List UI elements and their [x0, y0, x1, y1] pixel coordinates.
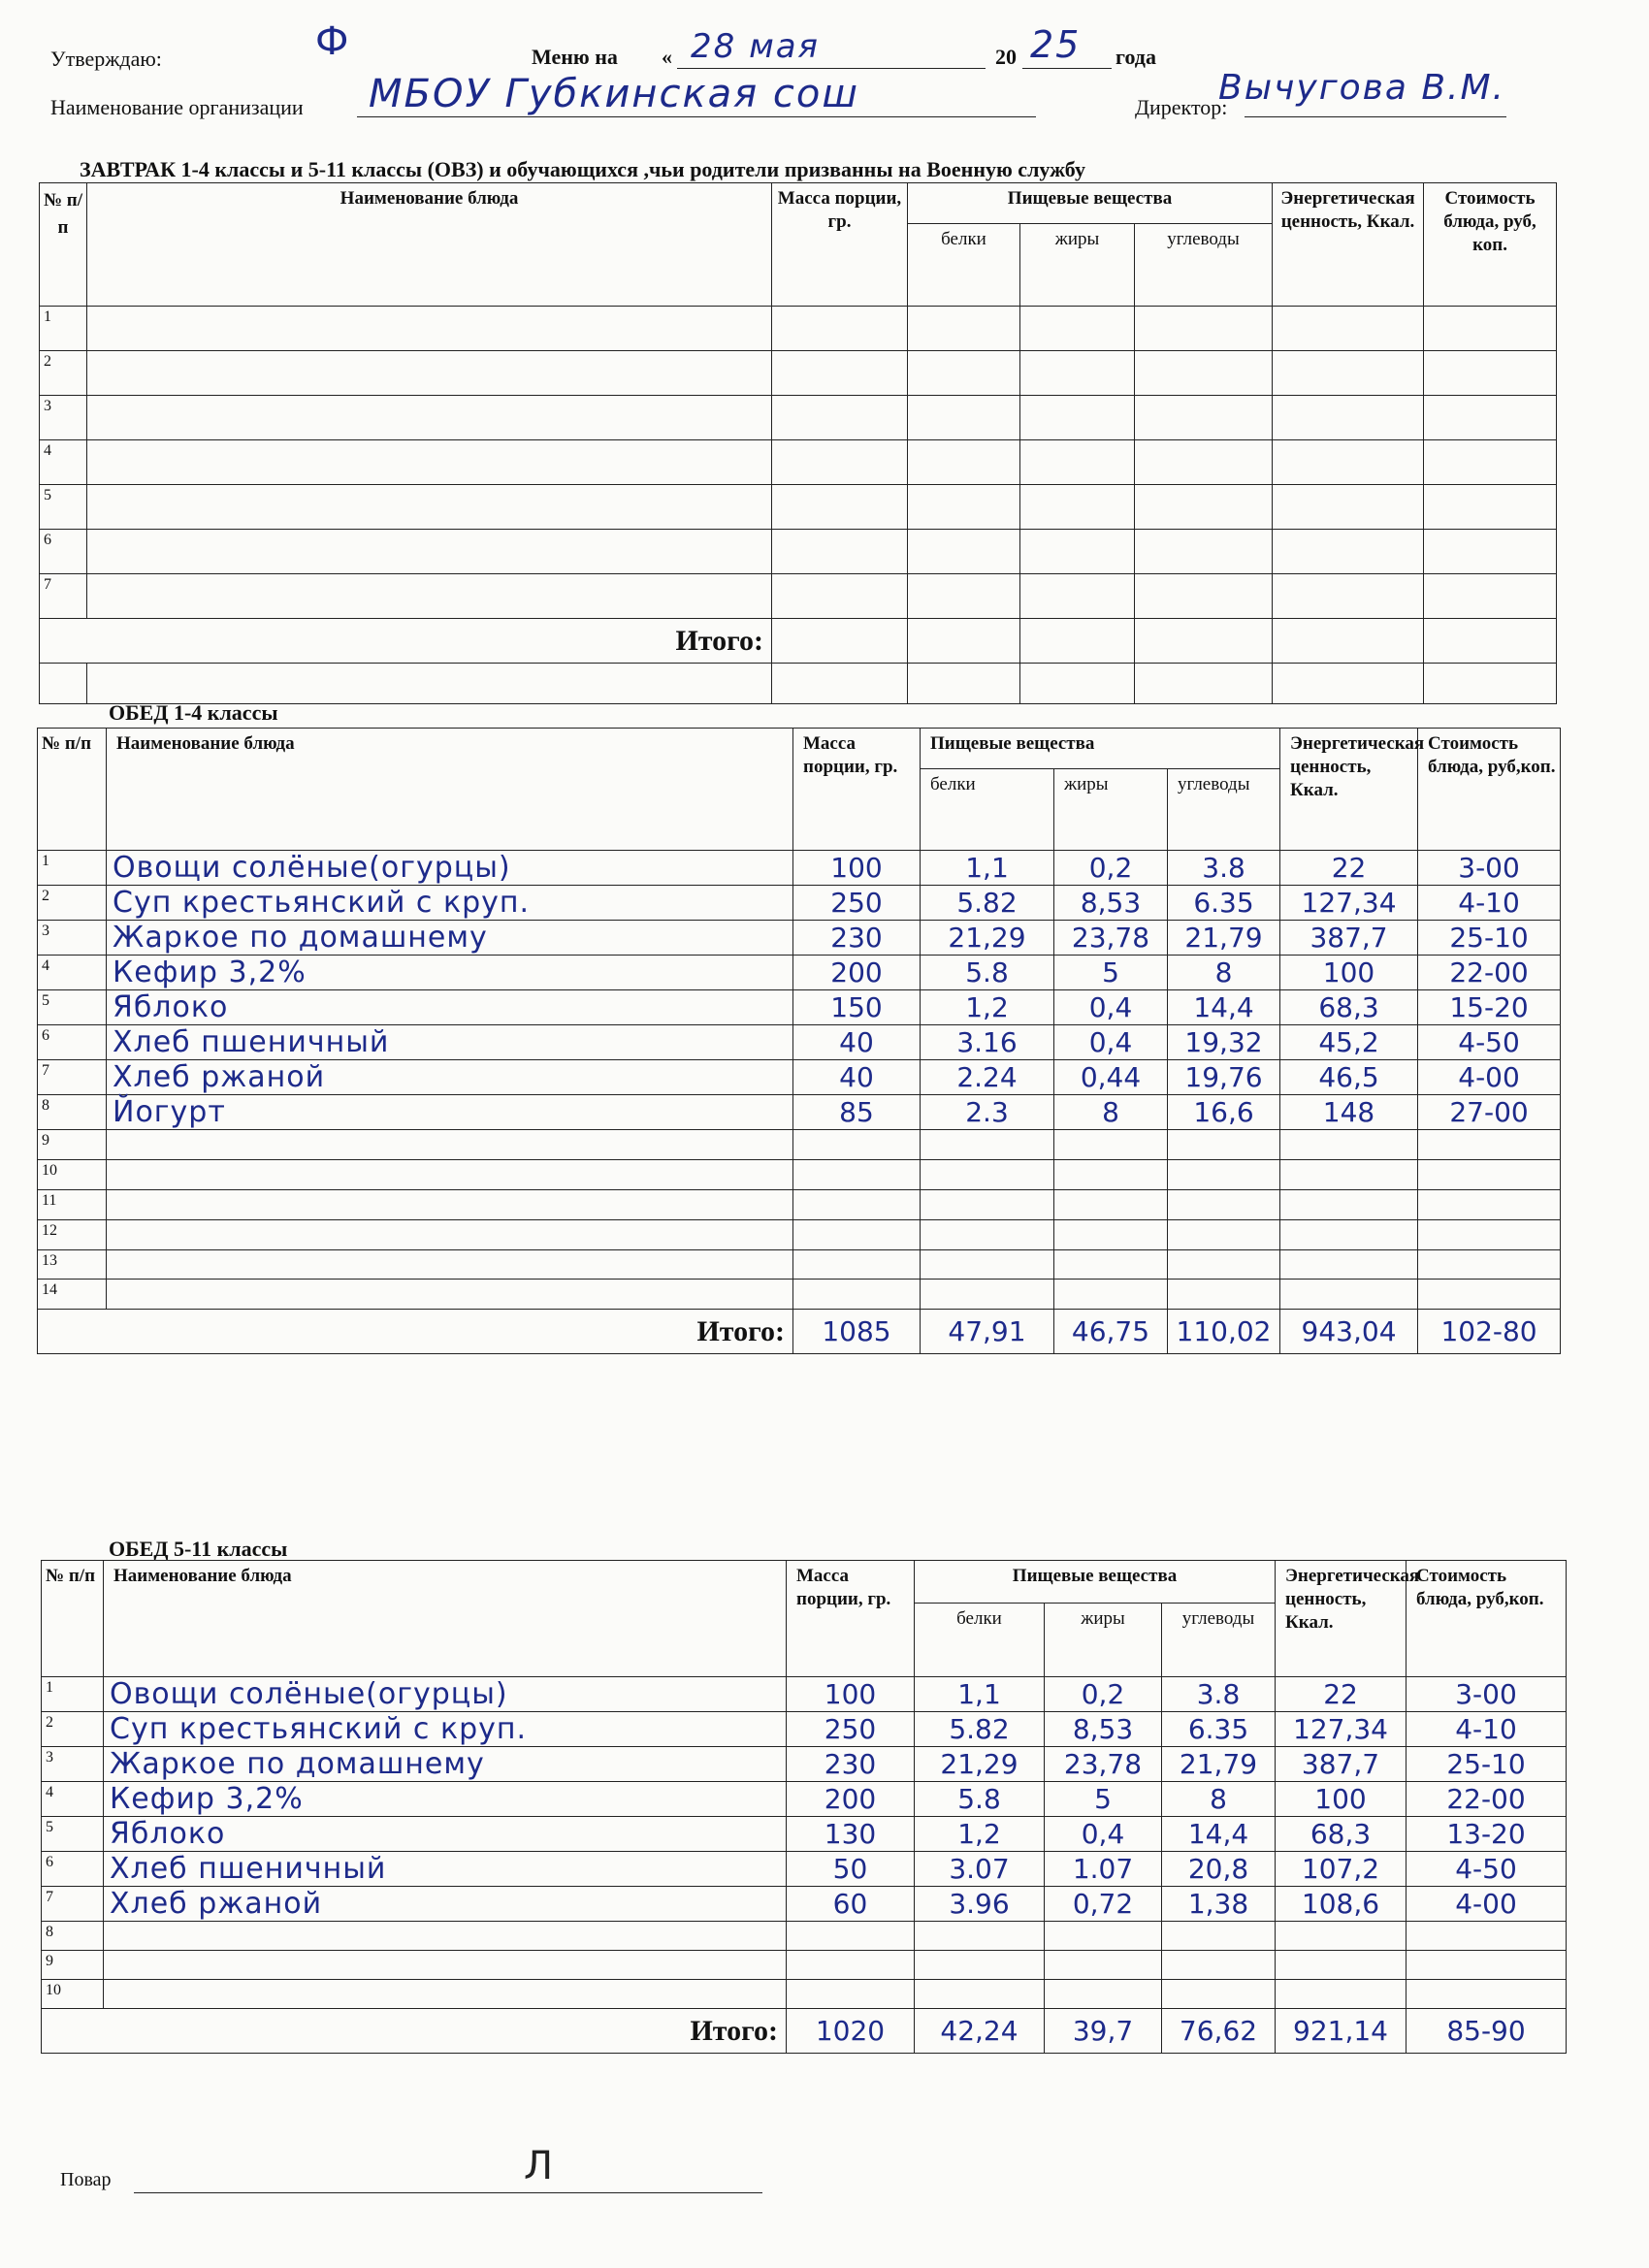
cook-label: Повар: [60, 2169, 112, 2190]
year-prefix: 20: [995, 45, 1017, 69]
dish-name: [104, 1951, 787, 1980]
breakfast-total-label: Итого:: [40, 619, 772, 664]
dish-energy: 127,34: [1276, 1712, 1406, 1747]
breakfast-title: ЗАВТРАК 1-4 классы и 5-11 классы (ОВЗ) и обучающихся ,чьи родители призванны на Военную службу: [80, 157, 1085, 181]
dish-fat: 0,2: [1045, 1677, 1162, 1712]
approve-signature: Ф: [315, 19, 349, 64]
table-row: [38, 1249, 1561, 1280]
col-energy-header: Энергетическая ценность, Ккал.: [1280, 729, 1418, 851]
dish-protein: 3.96: [915, 1887, 1045, 1922]
dish-carbs: 8: [1162, 1782, 1276, 1817]
col-cost-header: Стоимость блюда, руб,коп.: [1406, 1561, 1567, 1677]
table-row: [40, 485, 1557, 530]
col-protein-header: белки: [908, 223, 1020, 306]
row-number: 6: [42, 1852, 104, 1887]
dish-name: Яблоко: [107, 990, 793, 1025]
row-number: 11: [38, 1189, 107, 1219]
dish-cost: 4-00: [1418, 1060, 1561, 1095]
dish-fat: 5: [1045, 1782, 1162, 1817]
table-row: [40, 396, 1557, 440]
dish-cost: 13-20: [1406, 1817, 1567, 1852]
dish-energy: 148: [1280, 1095, 1418, 1130]
dish-mass: [787, 1922, 915, 1951]
dish-protein: [921, 1219, 1054, 1249]
dish-fat: [1054, 1130, 1168, 1160]
col-carbs-header: углеводы: [1168, 769, 1280, 851]
row-number: 4: [40, 440, 87, 485]
dish-mass: 250: [787, 1712, 915, 1747]
dish-name: Овощи солёные(огурцы): [107, 851, 793, 886]
table-row: [40, 530, 1557, 574]
dish-cost: [1418, 1249, 1561, 1280]
col-mass-header: Масса порции, гр.: [772, 183, 908, 307]
table-row: [42, 1951, 1567, 1980]
row-number: 5: [40, 485, 87, 530]
lunch-1-4-title: ОБЕД 1-4 классы: [109, 700, 278, 725]
col-carbs-header: углеводы: [1135, 223, 1273, 306]
dish-fat: [1054, 1280, 1168, 1310]
dish-name: [107, 1189, 793, 1219]
dish-carbs: 14,4: [1162, 1817, 1276, 1852]
dish-energy: [1280, 1130, 1418, 1160]
row-number: 9: [42, 1951, 104, 1980]
dish-mass: 230: [793, 921, 921, 956]
dish-mass: 200: [793, 956, 921, 990]
dish-carbs: 6.35: [1168, 886, 1280, 921]
col-fat-header: жиры: [1045, 1604, 1162, 1677]
dish-mass: 100: [787, 1677, 915, 1712]
row-number: 7: [38, 1060, 107, 1095]
dish-fat: [1045, 1922, 1162, 1951]
dish-fat: 0,2: [1054, 851, 1168, 886]
dish-carbs: 19,76: [1168, 1060, 1280, 1095]
table-row: [42, 1782, 1567, 1817]
org-underline: [357, 116, 1036, 117]
table-row: [42, 1852, 1567, 1887]
dish-fat: 8,53: [1054, 886, 1168, 921]
col-name-header: Наименование блюда: [107, 729, 793, 851]
row-number: 1: [38, 851, 107, 886]
dish-name: Хлеб пшеничный: [107, 1025, 793, 1060]
dish-cost: 4-50: [1418, 1025, 1561, 1060]
table-row: [38, 1060, 1561, 1095]
dish-name: Хлеб пшеничный: [104, 1852, 787, 1887]
approve-label: Утверждаю:: [50, 47, 162, 71]
dish-cost: 3-00: [1418, 851, 1561, 886]
row-number: 10: [38, 1159, 107, 1189]
col-num-header: № п/п: [40, 183, 87, 307]
dish-energy: [1280, 1249, 1418, 1280]
col-name-header: Наименование блюда: [104, 1561, 787, 1677]
dish-energy: 46,5: [1280, 1060, 1418, 1095]
row-number: 1: [42, 1677, 104, 1712]
col-mass-header: Масса порции, гр.: [793, 729, 921, 851]
dish-cost: 4-50: [1406, 1852, 1567, 1887]
dish-name: Хлеб ржаной: [107, 1060, 793, 1095]
dish-protein: 3.16: [921, 1025, 1054, 1060]
dish-fat: 0,72: [1045, 1887, 1162, 1922]
dish-fat: [1045, 1980, 1162, 2009]
dish-fat: 23,78: [1045, 1747, 1162, 1782]
row-number: 8: [38, 1095, 107, 1130]
col-num-header: № п/п: [42, 1561, 104, 1677]
dish-energy: 387,7: [1280, 921, 1418, 956]
col-num-header: № п/п: [38, 729, 107, 851]
dish-carbs: 21,79: [1168, 921, 1280, 956]
dish-carbs: [1168, 1249, 1280, 1280]
org-label: Наименование организации: [50, 95, 304, 119]
row-number: 5: [42, 1817, 104, 1852]
dish-protein: [921, 1189, 1054, 1219]
dish-protein: 21,29: [921, 921, 1054, 956]
dish-energy: 108,6: [1276, 1887, 1406, 1922]
dish-fat: 0,4: [1054, 1025, 1168, 1060]
dish-protein: 3.07: [915, 1852, 1045, 1887]
dish-energy: 387,7: [1276, 1747, 1406, 1782]
dish-cost: [1406, 1951, 1567, 1980]
dish-protein: [921, 1159, 1054, 1189]
dish-protein: 1,2: [921, 990, 1054, 1025]
total-energy: 921,14: [1276, 2009, 1406, 2054]
dish-energy: [1276, 1980, 1406, 2009]
total-fat: 39,7: [1045, 2009, 1162, 2054]
table-row: [38, 956, 1561, 990]
dish-name: Овощи солёные(огурцы): [104, 1677, 787, 1712]
table-row: [38, 851, 1561, 886]
total-protein: 47,91: [921, 1310, 1054, 1354]
dish-protein: 5.8: [921, 956, 1054, 990]
dish-carbs: 16,6: [1168, 1095, 1280, 1130]
dish-energy: 68,3: [1280, 990, 1418, 1025]
row-number: 4: [38, 956, 107, 990]
table-row: [42, 1887, 1567, 1922]
col-fat-header: жиры: [1020, 223, 1135, 306]
dish-name: [104, 1980, 787, 2009]
col-energy-header: Энергетическая ценность, Ккал.: [1276, 1561, 1406, 1677]
table-row: [38, 1025, 1561, 1060]
year-word: года: [1116, 45, 1156, 69]
dish-carbs: 21,79: [1162, 1747, 1276, 1782]
total-cost: 85-90: [1406, 2009, 1567, 2054]
row-number: 10: [42, 1980, 104, 2009]
dish-energy: [1276, 1951, 1406, 1980]
dish-cost: 22-00: [1418, 956, 1561, 990]
quote-open: «: [662, 45, 672, 69]
dish-mass: [793, 1280, 921, 1310]
dish-energy: 45,2: [1280, 1025, 1418, 1060]
dish-name: [107, 1159, 793, 1189]
dish-carbs: [1168, 1280, 1280, 1310]
dish-name: [107, 1130, 793, 1160]
dish-protein: 5.82: [915, 1712, 1045, 1747]
dish-cost: 4-00: [1406, 1887, 1567, 1922]
dish-energy: [1280, 1280, 1418, 1310]
dish-carbs: [1168, 1189, 1280, 1219]
dish-name: Кефир 3,2%: [107, 956, 793, 990]
dish-carbs: 6.35: [1162, 1712, 1276, 1747]
dish-protein: 5.82: [921, 886, 1054, 921]
lunch-5-11-table: [41, 1560, 1567, 2054]
dish-energy: 100: [1280, 956, 1418, 990]
dish-fat: 8,53: [1045, 1712, 1162, 1747]
dish-energy: 107,2: [1276, 1852, 1406, 1887]
dish-energy: 127,34: [1280, 886, 1418, 921]
table-row: [42, 1922, 1567, 1951]
dish-energy: [1280, 1159, 1418, 1189]
col-nutrients-header: Пищевые вещества: [921, 729, 1280, 769]
table-row: [38, 1159, 1561, 1189]
dish-name: Жаркое по домашнему: [104, 1747, 787, 1782]
table-row: [38, 1130, 1561, 1160]
row-number: 6: [40, 530, 87, 574]
row-number: 4: [42, 1782, 104, 1817]
dish-cost: [1418, 1219, 1561, 1249]
dish-name: Жаркое по домашнему: [107, 921, 793, 956]
dish-carbs: [1168, 1130, 1280, 1160]
table-row: [38, 921, 1561, 956]
dish-protein: [921, 1249, 1054, 1280]
total-protein: 42,24: [915, 2009, 1045, 2054]
row-number: 8: [42, 1922, 104, 1951]
total-energy: 943,04: [1280, 1310, 1418, 1354]
dish-name: [107, 1249, 793, 1280]
table-row: [38, 1095, 1561, 1130]
dish-name: Яблоко: [104, 1817, 787, 1852]
row-number: 7: [40, 574, 87, 619]
menu-year: 25: [1030, 23, 1082, 66]
dish-mass: 250: [793, 886, 921, 921]
row-number: 1: [40, 307, 87, 351]
row-number: 13: [38, 1249, 107, 1280]
col-cost-header: Стоимость блюда, руб, коп.: [1424, 183, 1557, 307]
dish-carbs: 8: [1168, 956, 1280, 990]
dish-mass: [793, 1130, 921, 1160]
dish-energy: 100: [1276, 1782, 1406, 1817]
total-carbs: 110,02: [1168, 1310, 1280, 1354]
breakfast-table: [39, 182, 1557, 704]
dish-cost: [1418, 1189, 1561, 1219]
dish-cost: 27-00: [1418, 1095, 1561, 1130]
dish-energy: 22: [1280, 851, 1418, 886]
dish-protein: 1,1: [921, 851, 1054, 886]
table-row: [42, 1980, 1567, 2009]
dish-carbs: 20,8: [1162, 1852, 1276, 1887]
dish-carbs: [1162, 1980, 1276, 2009]
dish-protein: [915, 1922, 1045, 1951]
table-row: [40, 440, 1557, 485]
total-cost: 102-80: [1418, 1310, 1561, 1354]
dish-mass: 230: [787, 1747, 915, 1782]
dish-cost: [1406, 1922, 1567, 1951]
col-name-header: Наименование блюда: [87, 183, 772, 307]
table-row: [38, 1280, 1561, 1310]
col-mass-header: Масса порции, гр.: [787, 1561, 915, 1677]
row-number: 2: [40, 351, 87, 396]
dish-mass: 200: [787, 1782, 915, 1817]
dish-carbs: 19,32: [1168, 1025, 1280, 1060]
dish-fat: 0,4: [1045, 1817, 1162, 1852]
table-row: [38, 990, 1561, 1025]
dish-mass: 85: [793, 1095, 921, 1130]
dish-name: Кефир 3,2%: [104, 1782, 787, 1817]
dish-name: Суп крестьянский с круп.: [107, 886, 793, 921]
row-number: 12: [38, 1219, 107, 1249]
dish-cost: [1418, 1130, 1561, 1160]
table-row: [40, 574, 1557, 619]
dish-cost: 15-20: [1418, 990, 1561, 1025]
dish-protein: 1,1: [915, 1677, 1045, 1712]
row-number: 3: [42, 1747, 104, 1782]
table-row: [40, 351, 1557, 396]
col-nutrients-header: Пищевые вещества: [908, 183, 1273, 224]
col-nutrients-header: Пищевые вещества: [915, 1561, 1276, 1604]
dish-carbs: 14,4: [1168, 990, 1280, 1025]
dish-name: Хлеб ржаной: [104, 1887, 787, 1922]
dish-mass: [793, 1249, 921, 1280]
row-number: 5: [38, 990, 107, 1025]
dish-mass: 60: [787, 1887, 915, 1922]
col-cost-header: Стоимость блюда, руб,коп.: [1418, 729, 1561, 851]
row-number: 3: [40, 396, 87, 440]
dish-energy: [1280, 1189, 1418, 1219]
dish-fat: [1054, 1219, 1168, 1249]
dish-cost: 3-00: [1406, 1677, 1567, 1712]
lunch-1-4-total-label: Итого:: [38, 1310, 793, 1354]
director-label: Директор:: [1135, 95, 1228, 119]
dish-protein: 1,2: [915, 1817, 1045, 1852]
table-row: [42, 1817, 1567, 1852]
dish-carbs: [1162, 1951, 1276, 1980]
dish-cost: 25-10: [1406, 1747, 1567, 1782]
dish-carbs: 1,38: [1162, 1887, 1276, 1922]
col-fat-header: жиры: [1054, 769, 1168, 851]
dish-mass: [793, 1189, 921, 1219]
row-number: 6: [38, 1025, 107, 1060]
dish-mass: [787, 1980, 915, 2009]
dish-carbs: [1168, 1159, 1280, 1189]
dish-fat: 0,4: [1054, 990, 1168, 1025]
dish-protein: 5.8: [915, 1782, 1045, 1817]
dish-protein: [921, 1280, 1054, 1310]
dish-protein: [915, 1951, 1045, 1980]
table-row: [42, 1677, 1567, 1712]
dish-energy: [1276, 1922, 1406, 1951]
dish-carbs: [1168, 1219, 1280, 1249]
dish-mass: 50: [787, 1852, 915, 1887]
dish-cost: 4-10: [1418, 886, 1561, 921]
dish-name: Йогурт: [107, 1095, 793, 1130]
total-mass: 1020: [787, 2009, 915, 2054]
dish-energy: [1280, 1219, 1418, 1249]
dish-fat: 8: [1054, 1095, 1168, 1130]
table-row: [42, 1747, 1567, 1782]
dish-name: [104, 1922, 787, 1951]
lunch-1-4-table: [37, 728, 1561, 1354]
table-row: [42, 1712, 1567, 1747]
table-row: [38, 886, 1561, 921]
cook-underline: [134, 2192, 762, 2193]
row-number: 2: [42, 1712, 104, 1747]
dish-cost: [1418, 1159, 1561, 1189]
dish-protein: [915, 1980, 1045, 2009]
dish-mass: 150: [793, 990, 921, 1025]
dish-fat: [1054, 1159, 1168, 1189]
dish-fat: 1.07: [1045, 1852, 1162, 1887]
dish-protein: 2.24: [921, 1060, 1054, 1095]
dish-protein: 21,29: [915, 1747, 1045, 1782]
dish-cost: [1406, 1980, 1567, 2009]
col-energy-header: Энергетическая ценность, Ккал.: [1273, 183, 1424, 307]
year-underline: [1022, 68, 1112, 69]
row-number: 2: [38, 886, 107, 921]
dish-cost: [1418, 1280, 1561, 1310]
dish-fat: [1054, 1189, 1168, 1219]
row-number: 3: [38, 921, 107, 956]
dish-mass: [793, 1159, 921, 1189]
dish-carbs: [1162, 1922, 1276, 1951]
dish-mass: 100: [793, 851, 921, 886]
date-underline: [677, 68, 986, 69]
total-fat: 46,75: [1054, 1310, 1168, 1354]
menu-label: Меню на: [532, 45, 618, 69]
total-carbs: 76,62: [1162, 2009, 1276, 2054]
lunch-5-11-total-label: Итого:: [42, 2009, 787, 2054]
col-protein-header: белки: [921, 769, 1054, 851]
dish-mass: 40: [793, 1025, 921, 1060]
dish-fat: 0,44: [1054, 1060, 1168, 1095]
dish-energy: 68,3: [1276, 1817, 1406, 1852]
table-row: [38, 1219, 1561, 1249]
dish-fat: [1045, 1951, 1162, 1980]
dish-mass: [787, 1951, 915, 1980]
dish-protein: 2.3: [921, 1095, 1054, 1130]
dish-cost: 4-10: [1406, 1712, 1567, 1747]
dish-fat: 5: [1054, 956, 1168, 990]
dish-protein: [921, 1130, 1054, 1160]
dish-cost: 22-00: [1406, 1782, 1567, 1817]
dish-name: Суп крестьянский с круп.: [104, 1712, 787, 1747]
table-row: [40, 307, 1557, 351]
row-number: 7: [42, 1887, 104, 1922]
dish-mass: 130: [787, 1817, 915, 1852]
dish-carbs: 3.8: [1168, 851, 1280, 886]
lunch-5-11-title: ОБЕД 5-11 классы: [109, 1537, 288, 1561]
row-number: 14: [38, 1280, 107, 1310]
dish-name: [107, 1219, 793, 1249]
dish-fat: [1054, 1249, 1168, 1280]
col-carbs-header: углеводы: [1162, 1604, 1276, 1677]
dish-cost: 25-10: [1418, 921, 1561, 956]
table-row: [38, 1189, 1561, 1219]
director-underline: [1245, 116, 1506, 117]
dish-fat: 23,78: [1054, 921, 1168, 956]
menu-date: 28 мая: [691, 27, 821, 66]
cook-signature: Л: [524, 2144, 554, 2188]
col-protein-header: белки: [915, 1604, 1045, 1677]
dish-carbs: 3.8: [1162, 1677, 1276, 1712]
dish-name: [107, 1280, 793, 1310]
dish-energy: 22: [1276, 1677, 1406, 1712]
director-name: Вычугова В.М.: [1218, 68, 1505, 108]
dish-mass: [793, 1219, 921, 1249]
dish-mass: 40: [793, 1060, 921, 1095]
org-name: МБОУ Губкинская сош: [369, 72, 859, 116]
total-mass: 1085: [793, 1310, 921, 1354]
row-number: 9: [38, 1130, 107, 1160]
